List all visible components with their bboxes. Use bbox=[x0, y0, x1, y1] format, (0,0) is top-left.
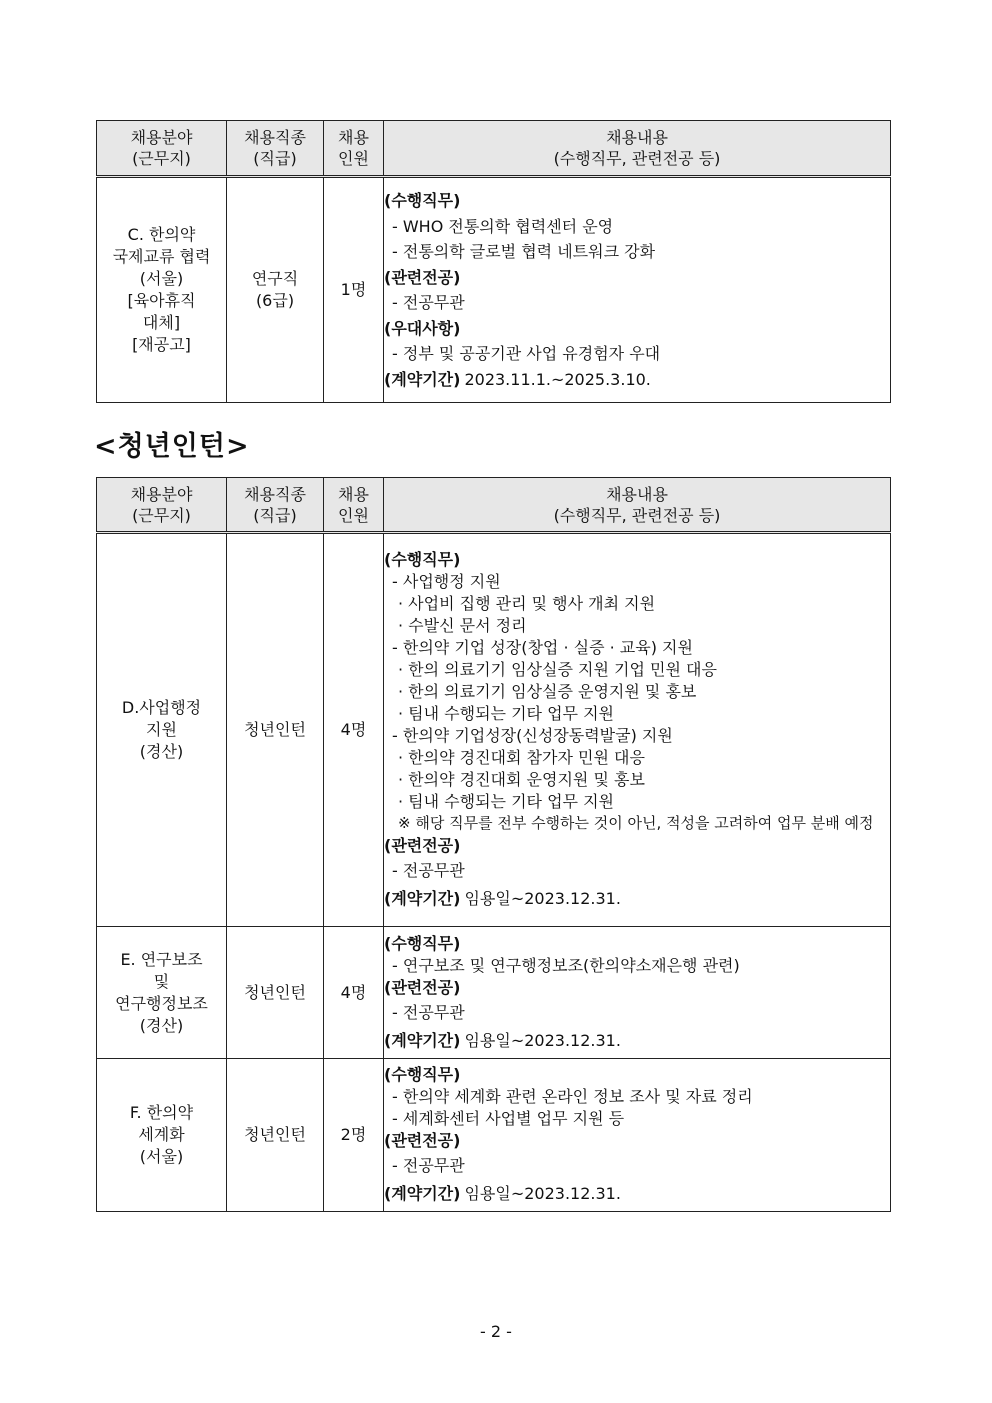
contract-period: (계약기간) 임용일~2023.12.31. bbox=[384, 889, 621, 908]
duty-subitem: · 한의약 경진대회 참가자 민원 대응 bbox=[398, 748, 645, 767]
duty-item: - 한의약 기업 성장(창업 · 실증 · 교육) 지원 bbox=[392, 638, 693, 657]
type-cell: 청년인턴 bbox=[227, 1059, 324, 1212]
duty-subitem: · 수발신 문서 정리 bbox=[398, 616, 527, 635]
header-count: 채용 인원 bbox=[324, 478, 384, 533]
recruitment-table-intern bbox=[96, 477, 891, 1212]
duty-subitem: · 한의 의료기기 임상실증 운영지원 및 홍보 bbox=[398, 682, 697, 701]
header-type: 채용직종 (직급) bbox=[227, 478, 324, 533]
major-title: (관련전공) bbox=[384, 836, 461, 855]
preference-title: (우대사항) bbox=[384, 318, 461, 338]
duty-title: (수행직무) bbox=[384, 933, 461, 953]
duty-subitem: · 사업비 집행 관리 및 행사 개최 지원 bbox=[398, 594, 656, 613]
duty-title: (수행직무) bbox=[384, 191, 461, 210]
field-cell: C. 한의약 국제교류 협력 (서울) [육아휴직 대체] [재공고] bbox=[97, 177, 227, 403]
header-field: 채용분야 (근무지) bbox=[97, 121, 227, 177]
table-header-row bbox=[97, 478, 891, 533]
page-number: - 2 - bbox=[480, 1322, 512, 1341]
count-cell: 4명 bbox=[324, 927, 384, 1059]
header-content: 채용내용 (수행직무, 관련전공 등) bbox=[384, 121, 891, 177]
duty-title: (수행직무) bbox=[384, 1065, 461, 1084]
duty-item: - 사업행정 지원 bbox=[392, 572, 501, 591]
content-cell bbox=[384, 533, 891, 927]
duty-subitem: · 한의 의료기기 임상실증 지원 기업 민원 대응 bbox=[398, 660, 717, 679]
contract-period: (계약기간) 임용일~2023.12.31. bbox=[384, 1184, 621, 1203]
count-cell: 4명 bbox=[324, 533, 384, 927]
major-title: (관련전공) bbox=[384, 1131, 461, 1150]
content-cell bbox=[384, 177, 891, 403]
section-title: <청년인턴> bbox=[94, 431, 250, 462]
header-count: 채용 인원 bbox=[324, 121, 384, 177]
header-field: 채용분야 (근무지) bbox=[97, 478, 227, 533]
major-title: (관련전공) bbox=[384, 977, 461, 997]
duty-item: - 세계화센터 사업별 업무 지원 등 bbox=[392, 1109, 625, 1128]
count-cell: 1명 bbox=[324, 177, 384, 403]
duty-item: - 전통의학 글로벌 협력 네트워크 강화 bbox=[392, 242, 656, 261]
duty-item: - 연구보조 및 연구행정보조(한의약소재은행 관련) bbox=[392, 955, 740, 975]
major-text: - 전공무관 bbox=[392, 293, 465, 312]
preference-text: - 정부 및 공공기관 사업 유경험자 우대 bbox=[392, 344, 661, 363]
table-row bbox=[97, 533, 891, 927]
table-row bbox=[97, 927, 891, 1059]
type-cell: 청년인턴 bbox=[227, 533, 324, 927]
contract-period: (계약기간) 임용일~2023.12.31. bbox=[384, 1030, 621, 1050]
content-cell bbox=[384, 1059, 891, 1212]
type-cell: 연구직 (6급) bbox=[227, 177, 324, 403]
duty-subitem: · 팀내 수행되는 기타 업무 지원 bbox=[398, 704, 614, 723]
content-cell bbox=[384, 927, 891, 1059]
header-type: 채용직종 (직급) bbox=[227, 121, 324, 177]
duty-subitem: · 팀내 수행되는 기타 업무 지원 bbox=[398, 792, 614, 811]
field-cell: F. 한의약 세계화 (서울) bbox=[97, 1059, 227, 1212]
field-cell: E. 연구보조 및 연구행정보조 (경산) bbox=[97, 927, 227, 1059]
count-cell: 2명 bbox=[324, 1059, 384, 1212]
major-text: - 전공무관 bbox=[392, 861, 465, 880]
duty-item: - 한의약 기업성장(신성장동력발굴) 지원 bbox=[392, 726, 673, 745]
duty-subitem: · 한의약 경진대회 운영지원 및 홍보 bbox=[398, 770, 645, 789]
duty-item: - 한의약 세계화 관련 온라인 정보 조사 및 자료 정리 bbox=[392, 1087, 753, 1106]
duty-note: ※ 해당 직무를 전부 수행하는 것이 아닌, 적성을 고려하여 업무 분배 예정 bbox=[398, 814, 874, 832]
header-content: 채용내용 (수행직무, 관련전공 등) bbox=[384, 478, 891, 533]
table-row bbox=[97, 177, 891, 403]
major-text: - 전공무관 bbox=[392, 1156, 465, 1175]
duty-item: - WHO 전통의학 협력센터 운영 bbox=[392, 216, 614, 236]
table-row bbox=[97, 1059, 891, 1212]
contract-period: (계약기간) 2023.11.1.~2025.3.10. bbox=[384, 369, 651, 389]
field-cell: D.사업행정 지원 (경산) bbox=[97, 533, 227, 927]
recruitment-table-research bbox=[96, 120, 891, 403]
type-cell: 청년인턴 bbox=[227, 927, 324, 1059]
major-title: (관련전공) bbox=[384, 267, 461, 287]
duty-title: (수행직무) bbox=[384, 550, 461, 569]
table-header-row bbox=[97, 121, 891, 177]
major-text: - 전공무관 bbox=[392, 1002, 465, 1022]
